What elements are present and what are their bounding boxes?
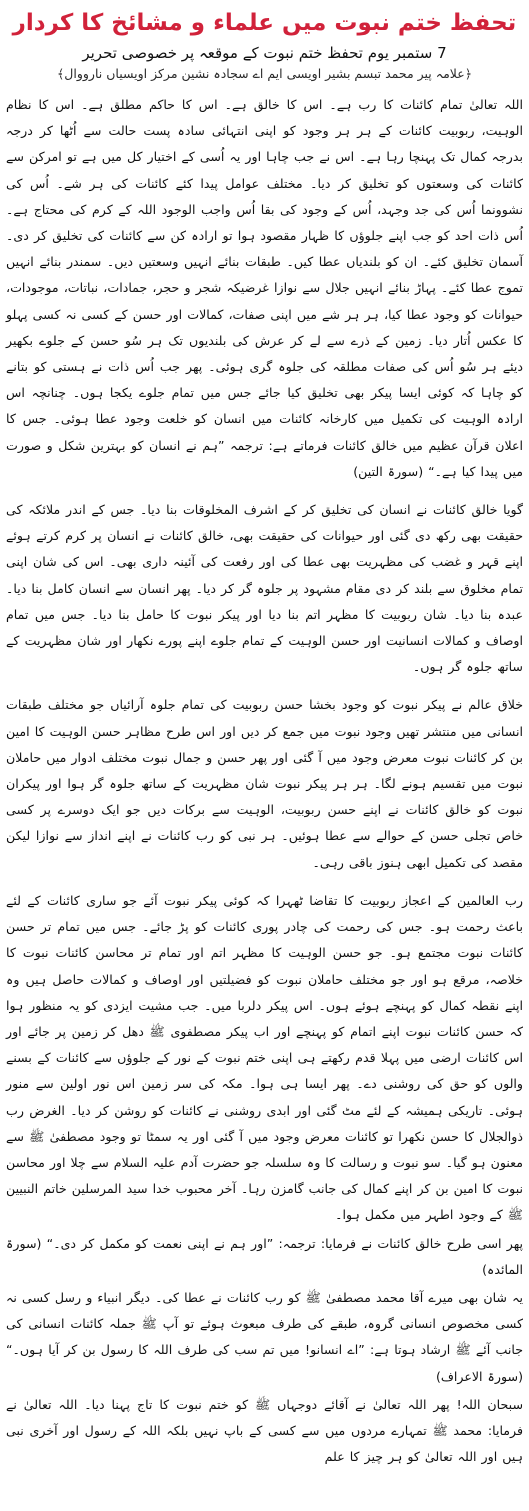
paragraph-gap <box>6 487 523 497</box>
paragraph-6: یہ شان بھی میرے آقا محمد مصطفیٰ ﷺ کو رب کائنات نے عطا کی۔ دیگر انبیاء و رسل کسی نہ کسی مخصوص انسانی گروہ، طبقے کی طرف مبعوث ہوئے تو آپ ﷺ جملہ کائنات انسانی کی جانب آئے ﷺ ارشاد ہوتا ہے: ”اے انسانو! میں تم سب کی طرف اللہ کا رسول بن کر آیا ہوں۔“ (سورۃ الاعراف) <box>6 1289 523 1384</box>
paragraph-4: رب العالمین کے اعجاز ربوبیت کا تقاضا ٹھہرا کہ کوئی پیکر نبوت آئے جو ساری کائنات کے لئے باعث رحمت ہو۔ جس کی رحمت کی چادر پوری کائنات کو پڑ جائے۔ جس میں تمام تر حسن کائنات نبوت مجتمع ہو۔ جو حسن الوہیت کا مظہر اتم اور تمام تر محاسن کائنات نبوت کا خلاصہ، مرقع ہو اور جو مختلف حاملان نبوت کو فضیلتیں اور اوصاف و کمالات حاصل ہیں وہ اپنے نقطہ کمال کو پہنچے ہوئے ہوں۔ اس پیکر دلربا میں۔ جب مشیت ایزدی کو یہ منظور ہوا کہ حسن کائنات نبوت اپنے اتمام کو پہنچے اور اب پیکر مصطفوی ﷺ دھل کر زمین پر جائے اور اس کائنات ارضی میں پہلا قدم رکھتے ہی اپنی ختم نبوت کے نور کے جلوؤں سے کائنات کے بسنے والوں کو حق کی روشنی دے۔ پھر ایسا ہی ہوا۔ مکہ کی سر زمین اس نور اولین سے منور ہوئی۔ تاریکی ہمیشہ کے لئے مٹ گئی اور ابدی روشنی نے کائنات کو روشن کر دیا۔ الغرض رب ذوالجلال کا حسن نکھرا تو کائنات معرض وجود میں آ گئی اور یہ سمٹا تو وجود مصطفیٰ ﷺ سے معنون ہو گیا۔ سو نبوت و رسالت کا وہ سلسلہ جو حضرت آدم علیہ السلام سے چلا اور محاسن نبوت کا امین بن کر اپنے کمال کی جانب گامزن رہا۔ آخر محبوب خدا سید المرسلین خاتم النبیین ﷺ کے وجود اطہر میں مکمل ہوا۔ <box>6 892 523 1223</box>
article-title: تحفظ ختم نبوت میں علماء و مشائخ کا کردار <box>12 10 517 36</box>
article-byline: ﴿علامہ پیر محمد تبسم بشیر اویسی ایم اے سجادہ نشین مرکز اویسیاں نارووال﴾ <box>56 66 473 81</box>
paragraph-gap <box>6 682 523 692</box>
paragraph-5: پھر اسی طرح خالق کائنات نے فرمایا: ترجمہ: ”اور ہم نے اپنی نعمت کو مکمل کر دی۔“ (سورۃ المائدہ) <box>6 1235 523 1277</box>
paragraph-3: خلاق عالم نے پیکر نبوت کو وجود بخشا حسن ربوبیت کی تمام جلوہ آرائیاں جو مختلف طبقات انسانی میں منتشر تھیں وجود نبوت میں جمع کر دیں اور اس طرح مظاہر حسن الوہیت کا امین بن کر کائنات نبوت معرض وجود میں آ گئی اور پھر حسن و جمال نبوت مختلف ادوار میں حاملان نبوت میں تقسیم ہونے لگا۔ ہر ہر پیکر نبوت شان مظہریت کے ساتھ جلوہ گر ہوا اور پیکران نبوت کو خالق کائنات نے اپنے حسن ربوبیت، الوہیت سے برکات دیں جو ایک دوسرے پر کسی خاص تجلی حسن کے حوالے سے عطا ہوئیں۔ ہر نبی کو رب کائنات نے اپنے انداز سے نوازا لیکن مقصد کی تکمیل ابھی ہنوز باقی رہی۔ <box>6 697 523 870</box>
article-subtitle: 7 ستمبر یوم تحفظ ختم نبوت کے موقعہ پر خصوصی تحریر <box>82 44 447 62</box>
paragraph-gap <box>6 878 523 888</box>
paragraph-7: سبحان اللہ! پھر اللہ تعالیٰ نے آقائے دوجہاں ﷺ کو ختم نبوت کا تاج پہنا دیا۔ اللہ تعالیٰ نے فرمایا: محمد ﷺ تمہارے مردوں میں سے کسی کے باپ نہیں بلکہ اللہ کے رسول اور آخری نبی ہیں اور اللہ تعالیٰ کو ہر چیز کا علم <box>6 1396 523 1465</box>
paragraph-2: گویا خالق کائنات نے انسان کی تخلیق کر کے اشرف المخلوقات بنا دیا۔ جس کے اندر ملائکہ کی حقیقت بھی رکھ دی گئی اور حیوانات کی حقیقت بھی، خالق کائنات نے انسان پر کرم کرتے ہوئے اپنے قہر و غضب کی مظہریت بھی عطا کی اور رفعت کی آئینہ داری بھی۔ اس کی شان اپنی تمام مخلوق سے بلند کر دی مقام مشہود پر جلوہ گر کر دیا۔ پھر انسان سے انسان کامل بنا دیا۔ عبدہ بنا دیا۔ شان ربوبیت کا مظہر اتم بنا دیا اور پیکر نبوت کا حامل بنا دیا۔ جس میں تمام اوصاف و کمالات انسانیت اور حسن الوہیت کے تمام جلوے اپنے پورے نکھار اور شان مظہریت کے ساتھ جلوہ گر ہوں۔ <box>6 502 523 675</box>
paragraph-1: اللہ تعالیٰ تمام کائنات کا رب ہے۔ اس کا خالق ہے۔ اس کا حاکم مطلق ہے۔ اس کا نظام الوہیت، ربوبیت کائنات کے ہر ہر وجود کو اپنی انتہائی سادہ پست حالت سے اُٹھا کر درجہ بدرجہ کمال تک پہنچا رہا ہے۔ اس نے جب چاہا اور یہ اُسی کے اختیار کل میں ہے تو امرکن سے کائنات کی وسعتوں کو تخلیق کر دیا۔ مختلف عوامل پیدا کئے کائنات کی ہر شے۔ اُس کی نشوونما اُس کی جد وجہد، اُس کے وجود کی بقا اُس واجب الوجود اللہ کے کرم کی محتاج ہے۔ اُس ذات احد کو جب اپنے جلوؤں کا ظہار مقصود ہوا تو ارادہ کن سے کائنات کی تخلیق کر دی۔ آسمان تخلیق کئے۔ ان کو بلندیاں عطا کیں۔ طبقات بنائے انہیں وسعتیں دیں۔ سمندر بنائے انہیں تموج عطا کئے۔ پہاڑ بنائے انہیں جلال سے نوازا غرضیکہ شجر و حجر، جمادات، نباتات، موجودات، حیوانات کو وجود عطا کیا، ہر ہر شے میں اپنی صفات، کمالات اور حسن کے کسی نہ کسی پہلو کا عکس اُتار دیا۔ زمین کے ذرے سے لے کر عرش کی بلندیوں تک ہر سُو حسن کے جلوے بکھیر دیئے ہر سُو اُس کی صفات مطلقہ کی جلوہ گری ہوئی۔ پھر جب اُس ذات نے ہستی کو بتانے کو چاہا کہ کوئی ایسا پیکر بھی تخلیق کیا جائے جس میں تمام جلوے یکجا ہوں۔ چنانچہ اس ارادہ الوہیت کی تکمیل میں کارخانہ کائنات میں انسان کو خلعت وجود عطا ہوئی۔ جس کا اعلان قرآن عظیم میں خالق کائنات فرماتے ہے: ترجمہ ”ہم نے انسان کو بہترین شکل و صورت میں پیدا کیا ہے۔“ (سورۃ التین) <box>6 97 523 479</box>
